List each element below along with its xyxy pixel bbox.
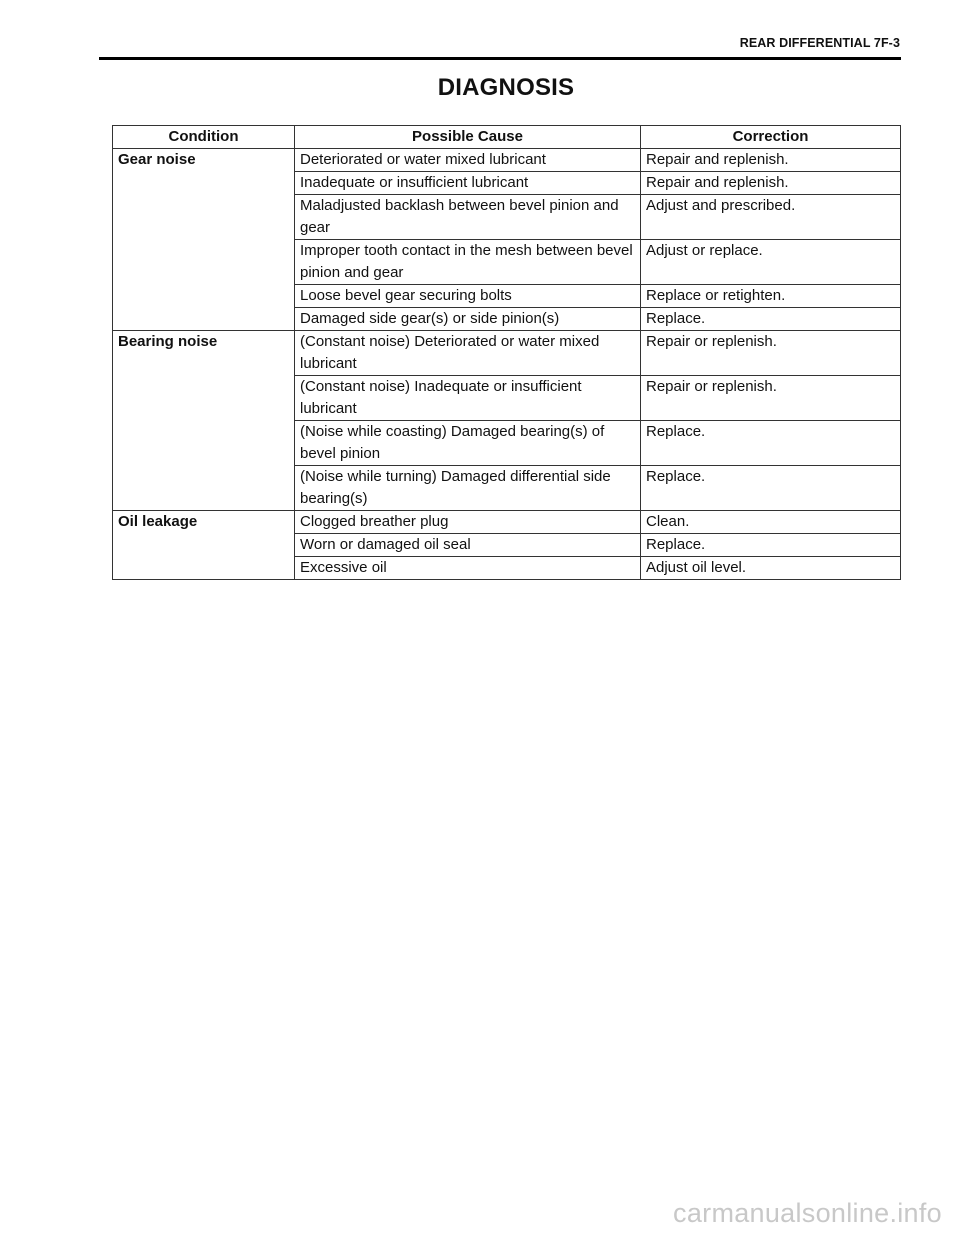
- column-header-condition: Condition: [113, 126, 295, 149]
- correction-cell: Repair and replenish.: [641, 149, 901, 172]
- cause-cell: (Noise while coasting) Damaged bearing(s) of bevel pinion: [295, 421, 641, 466]
- cause-cell: Clogged breather plug: [295, 511, 641, 534]
- cause-cell: Worn or damaged oil seal: [295, 534, 641, 557]
- correction-cell: Clean.: [641, 511, 901, 534]
- cause-cell: Inadequate or insufficient lubricant: [295, 172, 641, 195]
- cause-cell: (Noise while turning) Damaged differential side bearing(s): [295, 466, 641, 511]
- condition-cell: Gear noise: [113, 149, 295, 331]
- correction-cell: Adjust and prescribed.: [641, 195, 901, 240]
- cause-cell: Maladjusted backlash between bevel pinion and gear: [295, 195, 641, 240]
- table-header-row: [113, 126, 901, 149]
- table-row: [113, 149, 901, 172]
- table-row: [113, 511, 901, 534]
- watermark: carmanualsonline.info: [673, 1198, 942, 1228]
- cause-cell: (Constant noise) Deteriorated or water mixed lubricant: [295, 331, 641, 376]
- column-header-possible-cause: Possible Cause: [295, 126, 641, 149]
- table-row: [113, 331, 901, 376]
- correction-cell: Replace.: [641, 308, 901, 331]
- cause-cell: Excessive oil: [295, 557, 641, 580]
- cause-cell: Loose bevel gear securing bolts: [295, 285, 641, 308]
- running-header: REAR DIFFERENTIAL 7F-3: [739, 36, 900, 50]
- column-header-correction: Correction: [641, 126, 901, 149]
- condition-cell: Bearing noise: [113, 331, 295, 511]
- correction-cell: Adjust oil level.: [641, 557, 901, 580]
- correction-cell: Adjust or replace.: [641, 240, 901, 285]
- correction-cell: Repair or replenish.: [641, 331, 901, 376]
- cause-cell: (Constant noise) Inadequate or insufficient lubricant: [295, 376, 641, 421]
- header-rule: [99, 57, 901, 60]
- correction-cell: Replace.: [641, 534, 901, 557]
- page-title: DIAGNOSIS: [437, 74, 575, 101]
- correction-cell: Replace.: [641, 421, 901, 466]
- cause-cell: Damaged side gear(s) or side pinion(s): [295, 308, 641, 331]
- cause-cell: Improper tooth contact in the mesh between bevel pinion and gear: [295, 240, 641, 285]
- cause-cell: Deteriorated or water mixed lubricant: [295, 149, 641, 172]
- correction-cell: Replace or retighten.: [641, 285, 901, 308]
- correction-cell: Repair and replenish.: [641, 172, 901, 195]
- correction-cell: Replace.: [641, 466, 901, 511]
- diagnosis-table: [112, 125, 901, 580]
- correction-cell: Repair or replenish.: [641, 376, 901, 421]
- condition-cell: Oil leakage: [113, 511, 295, 580]
